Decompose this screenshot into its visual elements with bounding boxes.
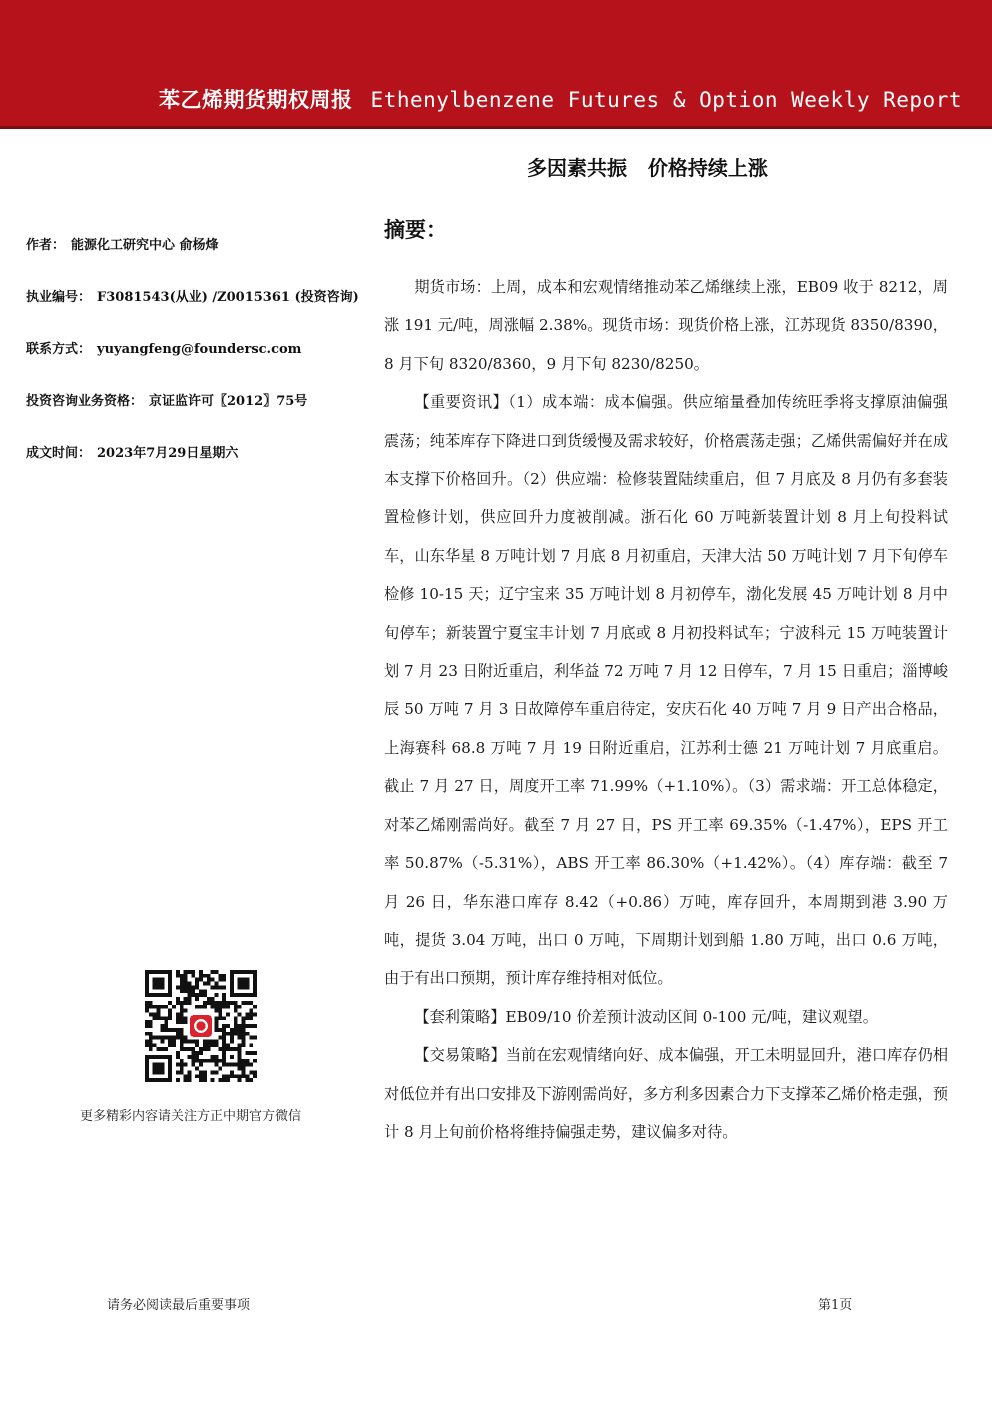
meta-qualification-label: 投资咨询业务资格：: [26, 394, 144, 409]
footer-notice: 请务必阅读最后重要事项: [107, 1298, 251, 1313]
report-title-en: Ethenylbenzene Futures & Option Weekly Report: [370, 88, 962, 112]
summary-paragraph-trading: 【交易策略】当前在宏观情绪向好、成本偏强，开工未明显回升，港口库存仍相对低位并有出口安排及下游刚需尚好，多方利多因素合力下支撑苯乙烯价格走强，预计 8 月上旬前价格将维持偏强走势，建议偏多对待。: [384, 1046, 948, 1141]
qr-caption: 更多精彩内容请关注方正中期官方微信: [80, 1109, 302, 1124]
meta-date: [26, 442, 238, 461]
header-divider: [0, 126, 992, 129]
summary-paragraph-news: 【重要资讯】（1）成本端：成本偏强。供应缩量叠加传统旺季将支撑原油偏强震荡；纯苯库存下降进口到货缓慢及需求较好，价格震荡走强；乙烯供需偏好并在成本支撑下价格回升。（2）供应端：检修装置陆续重启，但 7 月底及 8 月仍有多套装置检修计划，供应回升力度被削减。浙石化 60 万吨新装置计划 8 月上旬投料试车，山东华星 8 万吨计划 7 月底 8 月初重启，天津大沽 50 万吨计划 7 月下旬停车检修 10-15 天；辽宁宝来 35 万吨计划 8 月初停车，渤化发展 45 万吨计划 8 月中旬停车；新装置宁夏宝丰计划 7 月底或 8 月初投料试车；宁波科元 15 万吨装置计划 7 月 23 日附近重启，利华益 72 万吨 7 月 12 日停车，7 月 15 日重启；淄博峻辰 50 万吨 7 月 3 日故障停车重启待定，安庆石化 40 万吨 7 月 9 日产出合格品，上海赛科 68.8 万吨 7 月 19 日附近重启，江苏利士德 21 万吨计划 7 月底重启。截止 7 月 27 日，周度开工率 71.99%（+1.10%）。（3）需求端：开工总体稳定，对苯乙烯刚需尚好。截至 7 月 27 日，PS 开工率 69.35%（-1.47%），EPS 开工率 50.87%（-5.31%），ABS 开工率 86.30%（+1.42%）。（4）库存端：截至 7 月 26 日，华东港口库存 8.42（+0.86）万吨，库存回升，本周期到港 3.90 万吨，提货 3.04 万吨，出口 0 万吨，下周期计划到船 1.80 万吨，出口 0.6 万吨，由于有出口预期，预计库存维持相对低位。: [384, 393, 948, 988]
wechat-qr-code-icon: [145, 970, 257, 1082]
meta-license-value: F3081543(从业) /Z0015361 (投资咨询): [97, 290, 359, 305]
meta-author-value: 能源化工研究中心 俞杨烽: [71, 238, 219, 253]
meta-qualification: [26, 390, 307, 409]
meta-author: [26, 234, 219, 253]
summary-body: [384, 268, 948, 1151]
brand-logo-icon: [190, 1015, 212, 1037]
summary-paragraph-arbitrage: 【套利策略】EB09/10 价差预计波动区间 0-100 元/吨，建议观望。: [414, 1007, 878, 1026]
summary-paragraph-market: 期货市场：上周，成本和宏观情绪推动苯乙烯继续上涨，EB09 收于 8212，周涨 191 元/吨，周涨幅 2.38%。现货市场：现货价格上涨，江苏现货 8350/8390，8 月下旬 8320/8360，9 月下旬 8230/8250。: [384, 278, 948, 373]
meta-date-value: 2023年7月29日星期六: [97, 446, 239, 461]
meta-contact-label: 联系方式：: [26, 342, 92, 357]
meta-license-label: 执业编号：: [26, 290, 92, 305]
headline: 多因素共振 价格持续上涨: [527, 156, 768, 180]
summary-heading: 摘要：: [384, 218, 447, 242]
meta-qualification-value: 京证监许可〖2012〗75号: [149, 394, 308, 409]
meta-contact: [26, 338, 301, 357]
meta-date-label: 成文时间：: [26, 446, 92, 461]
report-title: [159, 84, 962, 114]
meta-license: [26, 286, 359, 305]
report-title-cn: 苯乙烯期货期权周报: [159, 88, 353, 112]
page-number: 第1页: [818, 1298, 853, 1313]
meta-author-label: 作者：: [26, 238, 66, 253]
meta-contact-value[interactable]: yuyangfeng@foundersc.com: [97, 342, 302, 357]
